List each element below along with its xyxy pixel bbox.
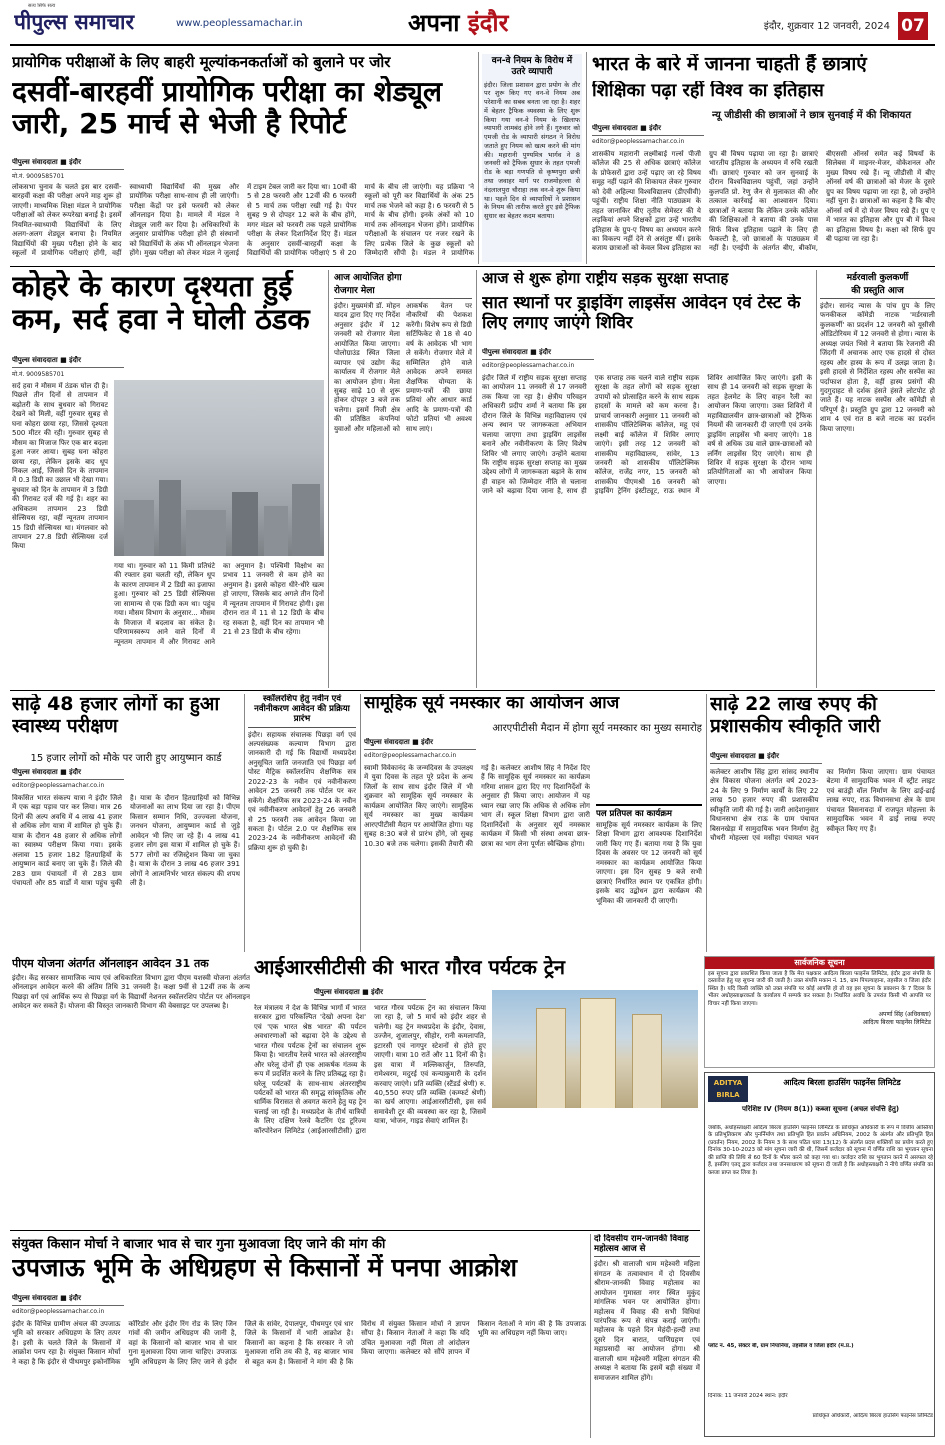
story-headline: साढ़े 22 लाख रुपए की प्रशासकीय स्वीकृति जारी	[710, 694, 881, 737]
story-body: कलेक्टर आशीष सिंह द्वारा सांसद स्थानीय क्षेत्र विकास योजना अंतर्गत वर्ष 2023-24 के लिए 9 निर्माण कार्यों के लिए 22 लाख 50 हजार रुपए की प्रशासकीय स्वीकृति जारी की गई है। जारी आदेशानुसार विधानसभा क्षेत्र राऊ के ग्राम पंचायत बिसनखेड़ा में सामुदायिक भवन निर्माण हेतु चौथरी मोहल्ला एवं मसीहा पंचायत भवन का निर्माण किया जाएगा। ग्राम पंचायत बेटमा में सामुदायिक भवन में स्ट्रीट लाइट एवं बाउंड्री वॉल निर्माण के लिए ढाई-ढाई लाख रुपए, राऊ विधानसभा क्षेत्र के ग्राम पंचायत बिसनावदा में राजपूत मोहल्ला के सामुदायिक भवन में ढाई लाख रुपए स्वीकृत किए गए हैं।	[710, 768, 935, 843]
newspaper-logo: पीपुल्स समाचार	[14, 9, 135, 34]
logo-tagline: सत्य सिर्फ सत्य	[28, 3, 56, 9]
story-pmyojana	[12, 956, 250, 1052]
photo-building	[264, 506, 288, 556]
story-approval	[710, 694, 935, 952]
section-title-part2: इंदौर	[467, 9, 509, 37]
story-email: editor@peoplessamachar.co.in	[482, 362, 575, 369]
story-body: इंदौर। जिला प्रशासन द्वारा प्रयोग के तौर पर शुरू किए गए वन-वे नियम अब परेशानी का सबब बनता जा रहा है। शहर में बेहतर ट्रैफिक व्यवस्था के लिए शुरू किया गया वन-वे नियम के खिलाफ व्यापारी लामबंद होने लगे हैं। गुरुवार को एमजी रोड के व्यापारी संगठन ने विरोध जताते हुए नियम को खत्म करने की मांग की। महारानी पुण्यमित्र भार्गव ने 8 जनवरी को ट्रैफिक सुधार के तहत एमजी रोड के बड़ा गणपति से कृष्णपुरा छत्री तथा जवाहर मार्ग पर राजमोहल्ला से नंदलालपुरा चौराहा तक वन-वे शुरू किया था। पहले दिन से व्यापारियों ने प्रशासन के नियम की तारीफ करते हुए इसे ट्रैफिक सुधार का बेहतर कदम बताया।	[484, 80, 580, 221]
story-kicker: न्यू जीडीसी की छात्राओं ने छात्र सुनवाई में की शिकायत	[712, 110, 912, 121]
story-headline: सामूहिक सूर्य नमस्कार का आयोजन आज	[364, 694, 620, 713]
story-body: रेल मंत्रालय ने देश के विभिन्न भागों में भारत सरकार द्वारा परिकल्पित 'देखो अपना देश' एवं 'एक भारत श्रेष्ठ भारत' की पर्यटन अवधारणाओं को बढ़ावा देने के उद्देश्य से भारत गौरव पर्यटक ट्रेनों का संचालन शुरू किया है। भारतीय रेलवे भारत को अंतरराष्ट्रीय और घरेलू दोनों ही एक आकर्षक गंतव्य के रूप में प्रदर्शित करने के लिए प्रतिबद्ध रहा है। घरेलू पर्यटकों के साथ-साथ अंतरराष्ट्रीय पर्यटकों को भारत की समृद्ध सांस्कृतिक और धार्मिक विरासत से अवगत कराने हेतु यह ट्रेन चलाई जा रही है। मध्यप्रदेश के तीर्थ यात्रियों के लिए दक्षिण रेलवे कैटरिंग एंड टूरिज्म कॉरपोरेशन लिमिटेड (आईआरसीटीसी) द्वारा भारत गौरव पर्यटक ट्रेन का संचालन किया जा रहा है, जो 5 मार्च को इंदौर शहर से चलेगी। यह ट्रेन मध्यप्रदेश के इंदौर, देवास, उज्जैन, शुजालपुर, सीहोर, रानी कमलापति, इटारसी एवं नागपुर स्टेशनों से होते हुए जाएगी। यात्रा 10 रातें और 11 दिनों की है। इस यात्रा में मल्लिकार्जुन, तिरुपति, रामेश्वरम, मदुरई एवं कन्याकुमारी के दर्शन करवाए जाएंगे। प्रति व्यक्ति (स्टैंडर्ड श्रेणी) रु. 40,550 रुपए प्रति व्यक्ति (कम्फर्ट श्रेणी) का खर्च आएगा। आईआरसीटीसी, इस सर्व समावेशी टूर की व्यवस्था कर रहा है, जिसमें यात्रा, भोजन, गाइड सेवाएं शामिल हैं।	[254, 1004, 486, 1135]
story-subhead: सात स्थानों पर ड्राइविंग लाइसेंस आवेदन एवं टेस्ट के लिए लगाए जाएंगे शिविर	[482, 294, 801, 333]
masthead-rule	[10, 44, 935, 46]
story-fog	[12, 270, 324, 688]
column-divider	[244, 694, 245, 952]
story-body-right: गया था। गुरुवार को 11 किमी प्रतिघंटे की रफ्तार हवा चलती रही, लेकिन धूप के कारण तापमान में 2 डिग्री का इजाफा हुआ। गुरुवार को 25 डिग्री सेल्सियस जा सामान्य से एक डिग्री कम था। पहुंच गया। मौसम विभाग के अनुसार... मौसम के मिजाज में बदलाव का संकेत है। परिणामस्वरूप आने वाले दिनों में न्यूनतम तापमान में और गिरावट आने का अनुमान है। पश्चिमी विक्षोभ का प्रभाव 11 जनवरी से कम होने का अनुमान है। इससे कोहरा धीरे-धीरे खत्म हो जाएगा, जिसके बाद अगले तीन दिनों में न्यूनतम तापमान में गिरावट होगी। इस दौरान रात में 11 से 12 डिग्री के बीच रह सकता है, वहीं दिन का तापमान भी 21 से 23 डिग्री के बीच रहेगा।	[114, 562, 324, 646]
story-email: editor@peoplessamachar.co.in	[592, 138, 685, 145]
story-headline: की प्रस्तुति आज	[820, 283, 935, 299]
story-byline: पीपुल्स संवाददाता ■ इंदौर	[12, 768, 124, 780]
ad-schedule: प्लॉट नं. 45, सेक्टर बी, ग्राम निपानिया, तहसील व जिला इंदौर (म.प्र.)	[708, 1343, 854, 1349]
story-body-left: सर्द हवा ने मौसम में ठंडक घोल दी है। पिछले तीन दिनों से तापमान में बढ़ोतरी के साथ बुधवार को गिरावट देखने को मिली, वहीं गुरुवार सुबह से घना कोहरा छाया रहा, जिससे दृश्यता 500 मीटर की रही। गुरुवार सुबह से मौसम का मिजाज फिर एक बार बदला हुआ नजर आया। सुबह घना कोहरा छाया रहा, लेकिन इसके बाद धूप निकल आई, जिससे दिन के तापमान में 0.3 डिग्री का उछाल भी देखा गया। बुधवार को दिन के तापमान में 3 डिग्री की गिरावट दर्ज की गई है। शहर का अधिकतम तापमान 23 डिग्री सेल्सियस रहा, वहीं न्यूनतम तापमान 15 डिग्री सेल्सियस था। मंगलवार को तापमान 27.8 डिग्री सेल्सियस दर्ज किया	[12, 382, 108, 551]
ad-date: दिनांक: 11 जनवरी 2024 स्थान: इंदौर	[708, 1393, 788, 1399]
photo-building	[159, 480, 181, 556]
story-train	[254, 956, 698, 1226]
ad-title: आदित्य बिरला हाउसिंग फाइनेंस लिमिटेड	[783, 1078, 901, 1087]
fog-city-photo	[114, 380, 324, 556]
ad-subtitle: परिशिष्ट IV (नियम 8(1)) कब्जा सूचना (अचल संपत्ति हेतु)	[741, 1105, 900, 1113]
story-subhead: 15 हजार लोगों को मौके पर जारी हुए आयुष्मान कार्ड	[30, 753, 222, 764]
column-divider	[360, 694, 361, 952]
section-rule	[10, 690, 935, 691]
story-headline: उपजाऊ भूमि के अधिग्रहण से किसानों में पनपा आक्रोश	[12, 1254, 518, 1282]
story-phone: मो.नं. 9009585701	[12, 371, 65, 378]
story-headline: साढ़े 48 हजार लोगों का हुआ स्वास्थ्य परीक्षण	[12, 694, 220, 737]
notice-signature: अपर्णा सिंह (अधिवक्ता)	[878, 1011, 931, 1019]
story-market	[482, 54, 582, 262]
story-byline: पीपुल्स संवाददाता ■ इंदौर	[482, 348, 594, 360]
story-headline: भारत के बारे में जानना चाहती हैं छात्राएं	[592, 54, 867, 75]
story-exam	[12, 52, 474, 262]
temple-tower	[536, 1008, 566, 1108]
story-farmers	[12, 1234, 586, 1438]
story-subhead: आरएपीटीसी मैदान में होगा सूर्य नमस्कार का मुख्य समारोह	[492, 723, 702, 734]
story-scholarship	[248, 694, 356, 952]
story-body: इंदौर। सानंद न्यास के पांच ग्रुप के लिए फनकीकल कॉमेडी नाटक 'मर्डरवाली कुलकर्णी' का प्रदर्शन 12 जनवरी को यूसीसी ऑडिटोरियम में 12 जनवरी से होगा। न्यास के अध्यक्ष जयंत भिसे ने बताया कि रेजनारी की जिंदगी में अचानक आए एक हादसे से दोस्त रहस्य और हास्य के रूप में उलझ जाता है। इसी हादसे से निर्देशित रहस्य और सस्पेंस का पर्दाफाश होता है, वहीं हास्य प्रसंगों की गुदगुदाहट से दर्शक हंसते हंसते लोटपोट हो जाते हैं। यह नाटक सस्पेंस और कॉमेडी से परिपूर्ण है। प्रस्तुति ग्रुप द्वारा 12 जनवरी को शाम 4 एवं रात 8 बजे नाटक का प्रदर्शन किया जाएगा।	[820, 302, 935, 433]
story-body: शासकीय महारानी लक्ष्मीबाई गर्ल्स पीजी कॉलेज की 25 से अधिक छात्राएं कॉलेज के प्रोफेसरों द्वारा उन्हें पढ़ाए जा रहे विषय समूह नहीं पढ़ाने की शिकायत लेकर गुरुवार को देवी अहिल्या विश्वविद्यालय (डीएवीवी) पहुंचीं। राष्ट्रीय शिक्षा नीति पाठ्यक्रम के तहत जानाकिर बीए तृतीय सेमेस्टर की ये लड़कियां अपने शिक्षकों द्वारा उन्हें भारतीय इतिहास के ग्रुप-ए विषय का अध्ययन करने का विकल्प नहीं देने से असंतुष्ट थीं। इसके बजाय छात्राओं को केवल विश्व इतिहास का ग्रुप बी विषय पढ़ाया जा रहा है। छात्राएं भारतीय इतिहास के अध्ययन में रुचि रखती थीं। छात्राएं गुरुवार को जन सुनवाई के दौरान विश्वविद्यालय पहुंचीं, जहां उन्होंने कुलपति प्रो. रेणु जैन से मुलाकात की और तत्काल कार्रवाई का आश्वासन दिया। छात्राओं ने बताया कि लेकिन उनके कॉलेज की शिक्षिकाओं ने बताया की उनके पास सिर्फ विश्व इतिहास पढ़ाने के लिए ही फैकल्टी है, जो छात्राओं के पाठ्यक्रम में नहीं है। एनईपी के अंतर्गत बीए, बीकॉम, बीएससी ऑनर्स समेत कई विषयों के सिलेबस में माइनर-मेजर, वोकेशनल और मुख्य विषय रखे हैं। न्यू जीडीसी में बीए ऑनर्स वर्ष की छात्राओं को मेजर के दूसरे ग्रुप का विषय पढ़ाया जा रहा है, जो उन्होंने नहीं चुना है। छात्राओं का कहना है कि बीए ऑनर्स वर्ष में दो मेजर विषय रखे हैं। ग्रुप ए में भारत का इतिहास और ग्रुप बी में विश्व का इतिहास विषय है। कक्षा को सिर्फ ग्रुप बी पढ़ाया जा रहा है।	[592, 150, 935, 253]
story-body: स्वामी विवेकानंद के जन्मदिवस के उपलक्ष्य में युवा दिवस के तहत पूरे प्रदेश के अन्य जिलों के साथ साथ इंदौर जिले में भी शुक्रवार को सामूहिक सूर्य नमस्कार के कार्यक्रम आयोजित किए जाएंगे। सामूहिक सूर्य नमस्कार का मुख्य कार्यक्रम आरएपीटीसी मैदान पर आयोजित होगा। यह सुबह 8:30 बजे से प्रारंभ होंगे, जो सुबह 10.30 बजे तक चलेगा। इसकी तैयारी की गई है। कलेक्टर आशीष सिंह ने निर्देश दिए हैं कि सामूहिक सूर्य नमस्कार का कार्यक्रम गरिमा शासन द्वारा दिए गए दिशानिर्देशों के अनुसार ही किया जाए। आयोजन में यह ध्यान रखा जाए कि अधिक से अधिक लोग भाग लें। स्कूल शिक्षा विभाग द्वारा जारी दिशानिर्देशों के अनुसार सूर्य नमस्कार कार्यक्रम में किसी भी संस्था अथवा छात्र-छात्रा का भाग लेना पूर्णतः स्वैच्छिक होगा।	[364, 764, 590, 848]
public-notice	[704, 956, 935, 1068]
story-byline: पीपुल्स संवाददाता ■ इंदौर	[12, 356, 124, 368]
column-divider	[478, 52, 479, 264]
page-number: 07	[898, 12, 928, 40]
dateline: इंदौर, शुक्रवार 12 जनवरी, 2024	[763, 21, 890, 32]
story-byline: पीपुल्स संवाददाता ■ इंदौर	[710, 752, 822, 764]
story-body: इंदौर के विभिन्न ग्रामीण अंचल की उपजाऊ भूमि को सरकार अधिग्रहण के लिए तत्पर है। इसी के चलते जिले के किसानों में आक्रोश पनप रहा है। संयुक्त किसान मोर्चा ने कहा है कि इंदौर से पीथमपुर इकोनॉमिक कॉरिडोर और इंदौर रिंग रोड के लिए जिन गांवों की जमीन अधिग्रहण की जानी है, वहां के किसानों को बाजार भाव से चार गुना मुआवजा दिया जाना चाहिए। उपजाऊ भूमि अधिग्रहण के लिए लिए जाने से इंदौर जिले के सांवेर, देपालपुर, पीथमपुर एवं धार जिले के किसानों में भारी आक्रोश है। किसानों का कहना है कि सरकार ने जो मुआवजा राशि तय की है, वह बाजार भाव से बहुत कम है। किसानों ने मांग की है कि विरोध में संयुक्त किसान मोर्चा ने ज्ञापन सौंपा है। किसान नेताओं ने कहा कि यदि उचित मुआवजा नहीं मिला तो आंदोलन किया जाएगा। कलेक्टर को सौंपे ज्ञापन में किसान नेताओं ने मांग की है कि उपजाऊ भूमि का अधिग्रहण नहीं किया जाए।	[12, 1320, 586, 1366]
story-byline: पीपुल्स संवाददाता ■ इंदौर	[314, 988, 426, 1000]
column-divider	[816, 270, 817, 688]
section-title	[408, 6, 608, 40]
story-road	[482, 270, 812, 688]
story-headline: आज से शुरू होगा राष्ट्रीय सड़क सुरक्षा सप्ताह	[482, 270, 729, 287]
story-body-cont	[492, 1112, 698, 1224]
photo-building	[232, 492, 258, 556]
story-comedy	[820, 270, 935, 688]
ad-logo: ADITYA BIRLA	[708, 1076, 748, 1102]
story-byline: पीपुल्स संवाददाता ■ इंदौर	[592, 124, 704, 136]
box-title: पल प्रतिपल का कार्यक्रम	[596, 809, 672, 819]
story-phone: मो.नं. 9009585701	[12, 173, 65, 180]
column-divider	[586, 52, 587, 264]
photo-building	[292, 484, 320, 556]
story-headline: पीएम योजना अंतर्गत ऑनलाइन आवेदन 31 तक	[12, 957, 209, 970]
story-email: editor@peoplessamachar.co.in	[12, 782, 105, 789]
section-rule	[10, 266, 935, 267]
column-divider	[706, 694, 707, 952]
story-kicker: संयुक्त किसान मोर्चा ने बाजार भाव से चार गुना मुआवजा दिए जाने की मांग की	[12, 1237, 386, 1252]
story-kicker: आज आयोजित होगा	[334, 273, 402, 283]
notice-sign-sub: आदित्य बिरला फाइनेंस लिमिटेड	[862, 1019, 931, 1027]
story-body: विकसित भारत संकल्प यात्रा ने इंदौर जिले में एक बड़ा पड़ाव पार कर लिया। मात्र 26 दिनों की अल्प अवधि में 4 लाख 41 हजार से अधिक लोग यात्रा में शामिल हो चुके हैं। यात्रा के दौरान 48 हजार से अधिक लोगों का स्वास्थ्य परीक्षण किया गया। इसके अलावा 15 हजार 182 हितग्राहियों के आयुष्मान कार्ड बनाए जा चुके हैं। जिले की 283 ग्राम पंचायतों में से 283 ग्राम पंचायतों और 85 वार्डों में यात्रा पहुंच चुकी है। यात्रा के दौरान हितग्राहियों को विभिन्न योजनाओं का लाभ दिया जा रहा है। पीएम किसान सम्मान निधि, उज्ज्वला योजना, जनधन योजना, आयुष्मान कार्ड से जुड़े आवेदन भी लिए जा रहे हैं। 4 लाख 41 हजार लोग इस यात्रा में शामिल हो चुके हैं। 577 लोगों का रजिस्ट्रेशन किया जा चुका है। यात्रा के दौरान 3 लाख 46 हजार 391 लोगों ने आत्मनिर्भर भारत संकल्प की शपथ ली है।	[12, 794, 240, 887]
story-job	[334, 270, 472, 688]
notice-body: इस सूचना द्वारा प्रकाशित किया जाता है कि मेरा पक्षकार आदित्य बिरला फाइनेंस लिमिटेड, इंदौर द्वारा संपत्ति के दस्तावेज हेतु यह सूचना जारी की जाती है। उक्त संपत्ति मकान नं. 15, ग्राम पिपल्याहाना, तहसील व जिला इंदौर स्थित है। यदि किसी व्यक्ति को उक्त संपत्ति पर कोई आपत्ति हो तो वह इस सूचना के प्रकाशन के 7 दिवस के भीतर अधोहस्ताक्षरकर्ता के कार्यालय में सम्पर्क कर सकता है। निर्धारित अवधि के उपरांत किसी भी आपत्ति पर विचार नहीं किया जाएगा।	[708, 971, 931, 1007]
column-divider	[328, 270, 329, 688]
story-byline: पीपुल्स संवाददाता ■ इंदौर	[364, 738, 476, 750]
story-girls	[592, 54, 935, 264]
column-divider	[590, 1234, 591, 1438]
birla-ad	[704, 1072, 935, 1437]
story-byline: पीपुल्स संवाददाता ■ इंदौर	[12, 158, 124, 170]
story-email: editor@peoplessamachar.co.in	[12, 1308, 105, 1315]
column-divider	[476, 270, 477, 688]
story-email: editor@peoplessamachar.co.in	[364, 752, 457, 759]
photo-building	[186, 510, 226, 556]
story-body: इंदौर। श्री वालाजी धाम महेश्वरी महिला संगठन के तत्वावधान में दो दिवसीय श्रीराम-जानकी विवाह महोत्सव का आयोजन गुमास्ता नगर स्थित मुकुंद मांगलिक भवन पर आयोजित होगा। महोत्सव में विवाह की सभी विधियां पारंपरिक रूप से संपन्न कराई जाएंगी। महोत्सव के पहले दिन मेहंदी-हल्दी तथा दूसरे दिन बारात, पाणिग्रहण एवं महाप्रसादी का आयोजन होगा। श्री वालाजी धाम महेश्वरी महिला संगठन की अध्यक्ष ने बताया कि इसमें बड़ी संख्या में समाजजन शामिल होंगे।	[594, 1260, 700, 1382]
story-headline: आईआरसीटीसी की भारत गौरव पर्यटक ट्रेन	[254, 956, 566, 979]
surya-schedule-box	[596, 804, 702, 950]
story-body: इंदौर जिले में राष्ट्रीय सड़क सुरक्षा सप्ताह का आयोजन 11 जनवरी से 17 जनवरी तक किया जा रहा है। क्षेत्रीय परिवहन अधिकारी प्रदीप शर्मा ने बताया कि इस दौरान जिले के विभिन्न महाविद्यालय एवं अन्य स्थान पर जागरूकता अभियान चलाया जाएगा तथा ड्राइविंग लाइसेंस बनाने और नवीनीकरण के लिए विशेष शिविर भी लगाए जाएंगे। उन्होंने बताया कि राष्ट्रीय सड़क सुरक्षा सप्ताह का मुख्य उद्देश्य लोगों में जागरूकता बढ़ाने के साथ ही वाहन को जिम्मेदार नीति से चलाना जाने को बढ़ावा दिया जाना है, साथ ही एक सप्ताह तक चलने वाले राष्ट्रीय सड़क सुरक्षा के तहत लोगों को सड़क सुरक्षा उपायों को प्रोत्साहित करने के साथ सड़क हादसों के मामले को कम करना है। प्राचार्य जानकारी अनुसार 11 जनवरी को शासकीय पॉलिटेक्निक कॉलेज, महू एवं लक्ष्मी बाई कॉलेज में शिविर लगाए जाएंगे। इसी तरह 12 जनवरी को शासकीय महाविद्यालय, सांवेर, 13 जनवरी को शासकीय पॉलिटेक्निक कॉलेज, राजेंद्र नगर, 15 जनवरी को शासकीय पीएमश्री 16 जनवरी को ड्राइविंग ट्रेनिंग इंस्टीट्यूट, राऊ स्थान में शिविर आयोजित किए जाएंगे। इसी के साथ ही 14 जनवरी को सड़क सुरक्षा के तहत हेलमेट के लिए वाहन रैली का आयोजन किया जाएगा। उक्त शिविरों में महाविद्यालयीन छात्र-छात्राओं को ट्रैफिक नियमों की जानकारी दी जाएगी एवं उनके ड्राइविंग लाइसेंस भी बनाए जाएंगे। 18 वर्ष से अधिक उम्र वाले छात्र-छात्राओं को लर्निंग लाइसेंस दिए जाएंगे। साथ ही शिविर में सड़क सुरक्षा के दौरान भाग्य प्रतियोगिताओं का भी आयोजन किया जाएगा।	[482, 374, 812, 496]
story-byline: पीपुल्स संवाददाता ■ इंदौर	[12, 1294, 124, 1306]
story-body: लोकसभा चुनाव के चलते इस बार दसवीं-बारहवीं कक्षा की परीक्षा अपने माह शुरू हो जाएगी। माध्यमिक शिक्षा मंडल ने प्रायोगिक परीक्षाओं को लेकर रूपरेखा बनाई है। इसमें नियमित-स्वाध्यायी विद्यार्थियों के लिए अलग-अलग शेड्यूल बनाया है। नियमित विद्यार्थियों की मुख्य परीक्षा होने के बाद स्कूलों में प्रायोगिक परीक्षाएं होंगी, वहीं स्वाध्यायी विद्यार्थियों की मुख्य और प्रायोगिक परीक्षा साथ-साथ ही ली जाएंगी। परीक्षा केंद्रों पर इसे फरवरी को लेकर ऑनलाइन दिया है। मामले में मंडल ने शेड्यूल जारी कर दिया है। अधिकारियों के अनुसार प्रायोगिक परीक्षा होने ही संस्थानों को विद्यार्थियों के अंक भी ऑनलाइन भेजना होंगे। मुख्य परीक्षा को लेकर मंडल ने जुलाई में टाइम टेबल जारी कर दिया था। 10वीं की 5 से 28 फरवरी और 12वीं की 6 फरवरी से 5 मार्च तक परीक्षा रखी गई है। पेपर सुबह 9 से दोपहर 12 बजे के बीच होंगे, मगर मंडल को फरवरी तक पहले प्रायोगिक परीक्षा के लेकर दिशानिर्देश दिए हैं। मंडल के अनुसार दसवीं-बारहवीं कक्षा के विद्यार्थियों की प्रायोगिक परीक्षाएं 5 से 20 मार्च के बीच ली जाएंगी। यह प्रक्रिया 'ने स्कूलों को पूरी कर विद्यार्थियों के अंक 25 मार्च तक भेजने को कहा है। 6 फरवरी से 5 मार्च के बीच होंगी। इनके अंकों को 10 मार्च तक ऑनलाइन भेजना होंगे। प्रायोगिक परीक्षाओं के संचालन पर नजर रखने के लिए प्रत्येक जिले के कुछ स्कूलों को जिम्मेदारी सौंपी है। मंडल ने प्रायोगिक	[12, 183, 474, 258]
temple-tower	[580, 998, 616, 1108]
story-headline: दो दिवसीय राम-जानकी विवाह महोत्सव आज से	[594, 1234, 700, 1257]
story-headline: दसवीं-बारहवीं प्रायोगिक परीक्षा का शेड्यूल जारी, 25 मार्च से भेजी है रिपोर्ट	[12, 76, 442, 141]
story-headline: कोहरे के कारण दृश्यता हुई कम, सर्द हवा ने घोली ठंडक	[12, 270, 310, 337]
box-body: सामूहिक सूर्य नमस्कार कार्यक्रम के लिए शिक्षा विभाग द्वारा आवश्यक दिशानिर्देश जारी किए गए हैं। बताया गया है कि युवा दिवस के अवसर पर 12 जनवरी को सूर्य नमस्कार का कार्यक्रम आयोजित किया जाएगा। इस दिन सुबह 9 बजे सभी छात्राएं निर्धारित स्थान पर एकत्रित होंगी। इसके बाद उद्बोधन द्वारा कार्यक्रम की भूमिका की जानकारी दी जाएगी।	[596, 821, 702, 905]
site-url[interactable]: www.peoplessamachar.in	[176, 18, 303, 29]
story-headline: स्कॉलरशिप हेतु नवीन एवं नवीनीकरण आवेदन की प्रक्रिया प्रारंभ	[248, 694, 356, 728]
story-kicker: प्रायोगिक परीक्षाओं के लिए बाहरी मूल्यांकनकर्ताओं को बुलाने पर जोर	[12, 53, 391, 71]
temple-photo	[492, 990, 698, 1108]
story-wedding	[594, 1234, 700, 1438]
story-health	[12, 694, 240, 952]
temple-tower	[632, 1014, 662, 1108]
story-body: इंदौर। केंद्र सरकार सामाजिक न्याय एवं अधिकारिता विभाग द्वारा पीएम यशस्वी योजना अंतर्गत ऑनलाइन आवेदन करने की अंतिम तिथि 31 जनवरी है। कक्षा 9वीं से 12वीं तक के अन्य पिछड़ा वर्ग एवं आर्थिक रूप से पिछड़ा वर्ग के विद्यार्थी नेशनल स्कॉलरशिप पोर्टल पर ऑनलाइन आवेदन कर सकते हैं। योजना की विस्तृत जानकारी विभाग की वेबसाइट पर उपलब्ध है।	[12, 974, 250, 1011]
ad-body: जबकि, अधोहस्ताक्षरी आदित्य बिरला हाउसिंग फाइनेंस लिमिटेड के प्राधिकृत अधिकारी के रूप में वित्तीय आस्तियों के प्रतिभूतिकरण और पुनर्निर्माण तथा प्रतिभूति हित प्रवर्तन अधिनियम, 2002 के अंतर्गत और प्रतिभूति हित (प्रवर्तन) नियम, 2002 के नियम 3 के साथ पठित धारा 13(12) के अंतर्गत प्रदत्त शक्तियों का प्रयोग करते हुए दिनांक 30-10-2023 को मांग सूचना जारी की थी, जिसमें कर्जदार को सूचना में वर्णित राशि का भुगतान सूचना की प्राप्ति की तिथि से 60 दिनों के भीतर करने को कहा गया था। कर्जदार राशि का भुगतान करने में असफल रहे हैं, इसलिए एतद् द्वारा कर्जदार तथा जनसाधारण को सूचना दी जाती है कि अधोहस्ताक्षरी ने नीचे वर्णित संपत्ति का कब्जा प्राप्त कर लिया है।	[708, 1125, 933, 1176]
story-headline: रोजगार मेला	[334, 283, 472, 299]
notice-signature-block	[705, 1010, 934, 1026]
notice-title: सार्वजनिक सूचना	[705, 957, 934, 969]
story-kicker: वन-वे नियम के विरोध में उतरे व्यापारी	[491, 56, 573, 77]
ad-sign: प्राधिकृत अधिकारी, आदित्य बिरला हाउसिंग फाइनेंस लिमिटेड	[812, 1413, 933, 1419]
story-subhead: शिक्षिका पढ़ा रहीं विश्व का इतिहास	[592, 81, 824, 101]
story-kicker: मर्डरवाली कुलकर्णी	[846, 273, 909, 283]
masthead	[0, 0, 945, 46]
section-rule	[10, 1230, 700, 1231]
story-body: इंदौर। सहायक संचालक पिछड़ा वर्ग एवं अल्पसंख्यक कल्याण विभाग द्वारा जानकारी दी गई कि विद्यार्थी मध्यप्रदेश अनुसूचित जाति जनजाति एवं पिछड़ा वर्ग पोस्ट मैट्रिक स्कॉलरशिप शैक्षणिक सत्र 2022-23 के नवीन एवं नवीनीकरण आवेदन 25 जनवरी तक पोर्टल पर कर सकेंगे। शैक्षणिक सत्र 2023-24 के नवीन एवं नवीनीकरण आवेदनों हेतु 26 जनवरी से 25 फरवरी तक आवेदन किया जा सकता है। पोर्टल 2.0 पर शैक्षणिक सत्र 2023-24 के नवीनीकरण आवेदनों की प्रक्रिया शुरू हो चुकी है।	[248, 730, 356, 852]
photo-building	[124, 500, 154, 556]
story-body: इंदौर। मुख्यमंत्री डॉ. मोहन यादव द्वारा दिए गए निर्देश अनुसार इंदौर में 12 जनवरी को रोजगार मेला आयोजित किया जाएगा। पोलोग्राउंड स्थित जिला व्यापार एवं उद्योग केंद्र कार्यालय में रोजगार मेले का आयोजन होगा। मेला सुबह साढ़े 10 से शुरू होकर दोपहर 3 बजे तक चलेगा। इसमें निजी क्षेत्र की प्रतिष्ठित कंपनियां युवाओं और महिलाओं को आकर्षक वेतन पर नौकरियों की पेशकश करेंगी। विशेष रूप से डिग्री सर्टिफिकेट से 18 से 40 वर्ष के आवेदक भी भाग ले सकेंगे। रोजगार मेले में सम्मिलित होने वाले आवेदक अपने समस्त शैक्षणिक योग्यता के प्रमाण-पत्रों की छाया प्रतियां और आधार कार्ड आदि के प्रमाण-पत्रों की फोटो प्रतियां भी अवश्य साथ लाएं।	[334, 302, 472, 433]
section-title-part1: अपना	[408, 9, 460, 37]
story-surya	[364, 694, 702, 952]
